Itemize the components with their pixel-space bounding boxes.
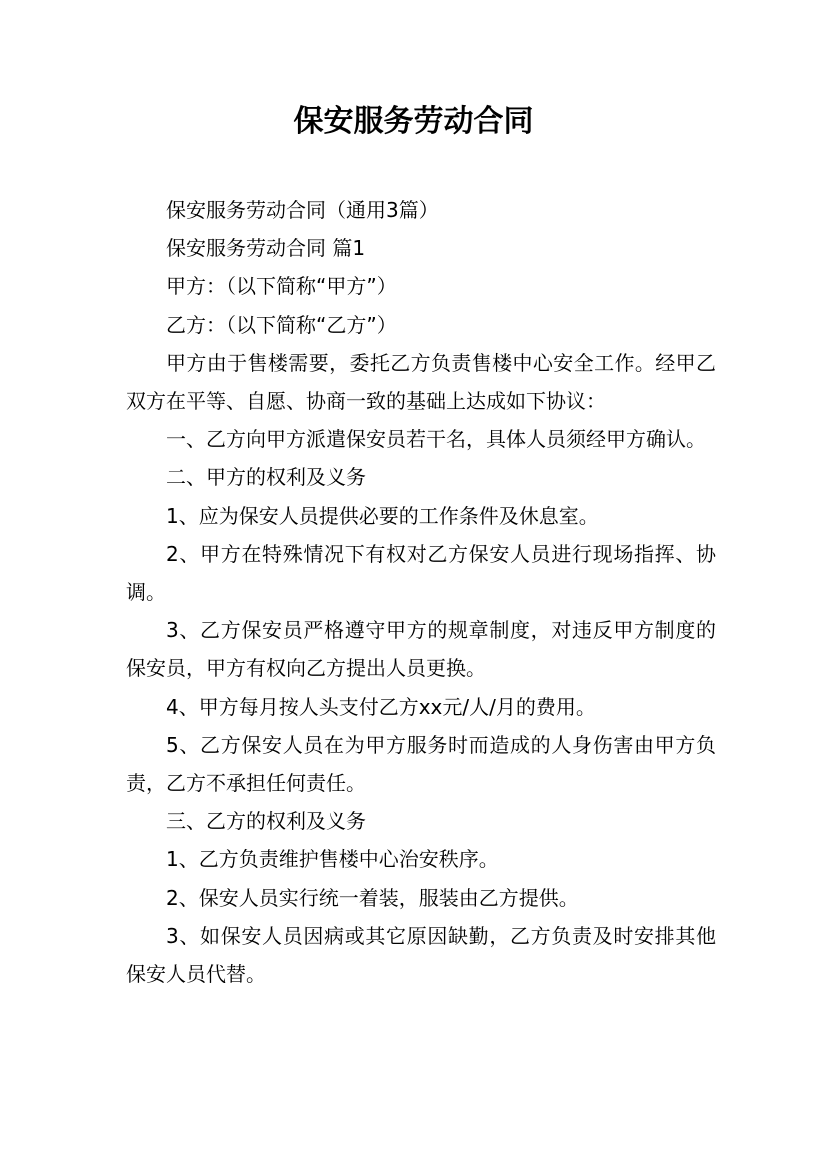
document-title: 保安服务劳动合同 bbox=[293, 104, 534, 139]
paragraph-item-3-3: 3、如保安人员因病或其它原因缺勤，乙方负责及时安排其他保安人员代替。 bbox=[126, 923, 716, 987]
paragraph-item-2-4: 4、甲方每月按人头支付乙方xx元/人/月的费用。 bbox=[166, 694, 596, 719]
paragraph-collection-title: 保安服务劳动合同（通用3篇） bbox=[166, 198, 439, 222]
paragraph-item-2-2: 2、甲方在特殊情况下有权对乙方保安人员进行现场指挥、协调。 bbox=[126, 541, 716, 605]
paragraph-party-a: 甲方：（以下简称“甲方”） bbox=[166, 274, 397, 299]
paragraph-item-2-1: 1、应为保安人员提供必要的工作条件及休息室。 bbox=[166, 503, 599, 528]
document-body bbox=[126, 191, 716, 993]
paragraph-clause-1: 一、乙方向甲方派遣保安员若干名，具体人员须经甲方确认。 bbox=[166, 427, 706, 452]
paragraph-item-2-3: 3、乙方保安员严格遵守甲方的规章制度，对违反甲方制度的保安员，甲方有权向乙方提出人员更换。 bbox=[126, 618, 716, 681]
paragraph-item-3-2: 2、保安人员实行统一着装，服装由乙方提供。 bbox=[166, 885, 579, 910]
paragraph-preamble: 甲方由于售楼需要，委托乙方负责售楼中心安全工作。经甲乙双方在平等、自愿、协商一致的基础上达成如下协议： bbox=[126, 350, 716, 414]
paragraph-section-3-heading: 三、乙方的权利及义务 bbox=[166, 809, 366, 834]
paragraph-item-2-5: 5、乙方保安人员在为甲方服务时而造成的人身伤害由甲方负责，乙方不承担任何责任。 bbox=[126, 732, 716, 796]
paragraph-party-b: 乙方：（以下简称“乙方”） bbox=[166, 312, 397, 337]
paragraph-section-2-heading: 二、甲方的权利及义务 bbox=[166, 465, 366, 490]
paragraph-part-heading: 保安服务劳动合同 篇1 bbox=[166, 236, 366, 261]
paragraph-item-3-1: 1、乙方负责维护售楼中心治安秩序。 bbox=[166, 847, 499, 872]
